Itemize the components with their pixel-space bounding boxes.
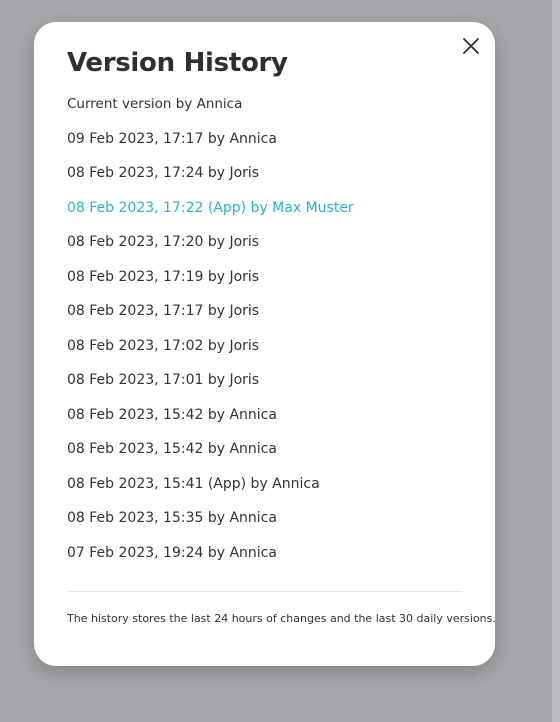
version-item[interactable]: 07 Feb 2023, 19:24 by Annica [67,544,277,561]
version-item[interactable]: 08 Feb 2023, 17:02 by Joris [67,337,260,354]
version-item[interactable]: 08 Feb 2023, 15:41 (App) by Annica [67,475,320,492]
close-button[interactable] [461,36,481,56]
version-item[interactable]: 09 Feb 2023, 17:17 by Annica [67,130,277,147]
version-item[interactable]: 08 Feb 2023, 15:42 by Annica [67,406,277,423]
current-version-item: Current version by Annica [67,96,243,112]
version-item[interactable]: 08 Feb 2023, 15:42 by Annica [67,441,277,457]
dialog-title: Version History [67,48,288,78]
version-item[interactable]: 08 Feb 2023, 17:20 by Joris [67,234,260,250]
footer-divider [67,591,462,592]
backdrop-edge [552,0,560,722]
version-item[interactable]: 08 Feb 2023, 15:35 by Annica [67,510,277,526]
version-item[interactable]: 08 Feb 2023, 17:24 by Joris [67,165,260,181]
version-item[interactable]: 08 Feb 2023, 17:01 by Joris [67,372,260,388]
version-item[interactable]: 08 Feb 2023, 17:17 by Joris [67,303,260,319]
version-list [67,92,467,575]
history-retention-note: The history stores the last 24 hours of changes and the last 30 daily versions. [67,612,496,625]
version-history-dialog [34,22,495,666]
version-item-selected[interactable]: 08 Feb 2023, 17:22 (App) by Max Muster [67,199,354,216]
version-item[interactable]: 08 Feb 2023, 17:19 by Joris [67,268,260,285]
close-icon [461,36,481,56]
